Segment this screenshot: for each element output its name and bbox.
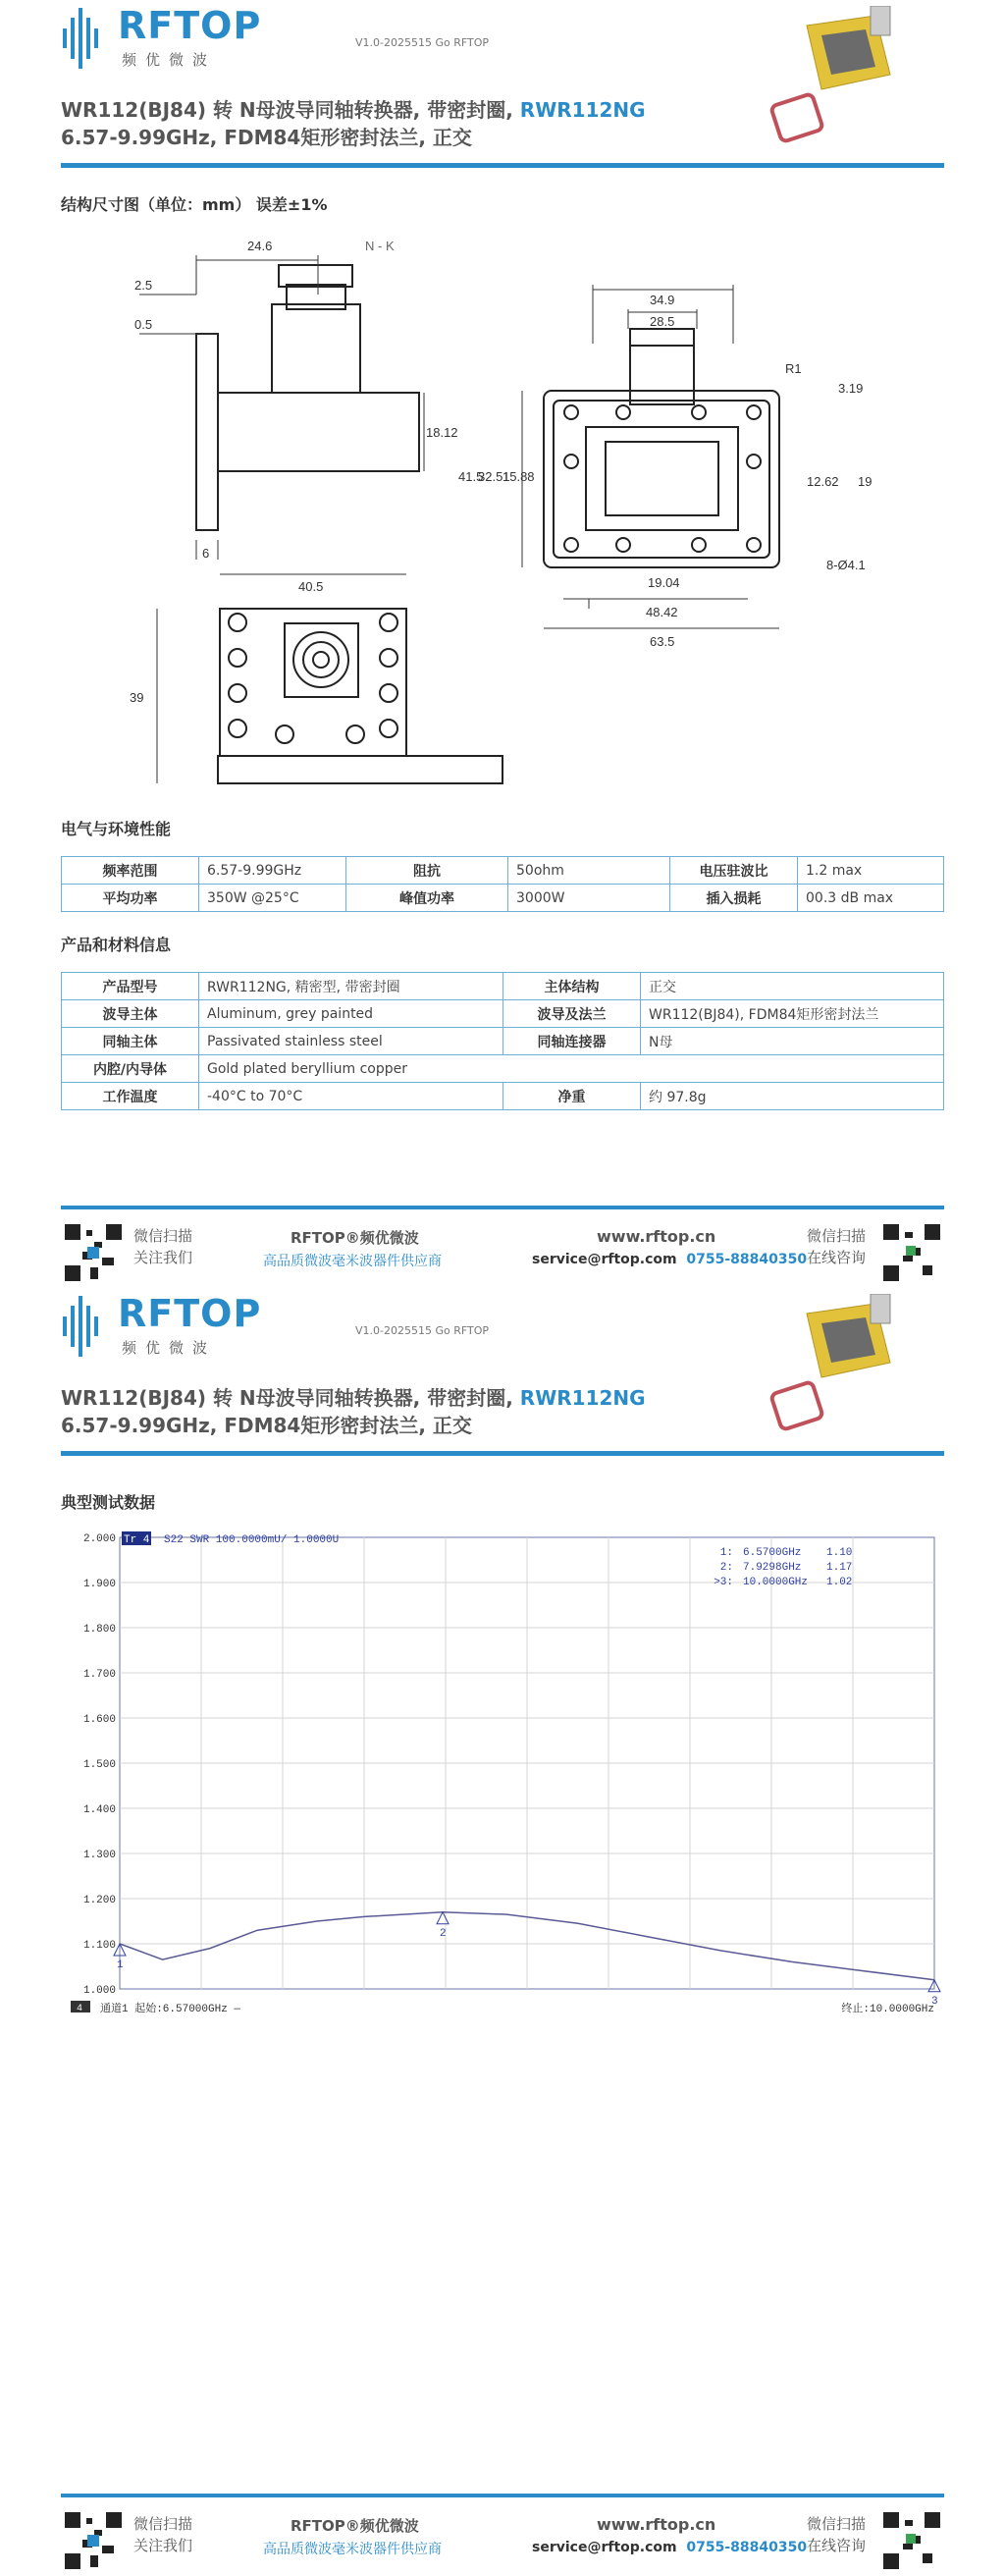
qr-code-icon [881, 2510, 942, 2571]
table-row: 同轴主体 Passivated stainless steel 同轴连接器 N母 [62, 1028, 944, 1055]
brand-logo-icon [61, 4, 120, 73]
footer-contact: service@rftop.com 0755-88840350 [532, 1252, 808, 1267]
marker-readout-value: 1.17 [826, 1562, 853, 1574]
logo-subtitle: 频优微波 [122, 1339, 217, 1357]
swr-chart [69, 1522, 952, 2032]
stop-frequency-label: 终止:10.0000GHz [841, 2004, 934, 2015]
marker-readout-value: 1.10 [826, 1547, 853, 1559]
product-title-line2: 6.57-9.99GHz, FDM84矩形密封法兰, 正交 [61, 1414, 472, 1437]
dim-34-9: 34.9 [650, 293, 675, 307]
marker-readout-freq: 10.0000GHz [743, 1577, 809, 1588]
table-row: 平均功率 350W @25°C 峰值功率 3000W 插入损耗 00.3 dB max [62, 885, 944, 912]
footer-contact: service@rftop.com 0755-88840350 [532, 2540, 808, 2555]
y-tick-label: 1.900 [82, 1579, 116, 1590]
wechat-consult-text: 微信扫描 在线咨询 [807, 2515, 867, 2554]
marker-readout-freq: 7.9298GHz [743, 1562, 802, 1574]
wechat-follow-text: 微信扫描 关注我们 [133, 1227, 193, 1266]
logo-text: RFTOP [118, 4, 262, 47]
brand-logo-icon [61, 1292, 120, 1361]
y-tick-label: 1.500 [82, 1759, 116, 1771]
dim-0-5: 0.5 [134, 317, 153, 332]
dim-3-19: 3.19 [838, 381, 864, 396]
start-frequency-label: 通道1 起始:6.57000GHz — [100, 2004, 241, 2015]
y-tick-label: 1.300 [82, 1850, 116, 1861]
material-table [61, 972, 944, 1110]
electrical-section-title: 电气与环境性能 [61, 820, 172, 838]
y-tick-label: 1.100 [82, 1940, 116, 1952]
footer-divider [61, 2494, 944, 2497]
dim-28-5: 28.5 [650, 314, 675, 329]
y-tick-label: 1.400 [82, 1804, 116, 1816]
y-tick-label: 1.000 [82, 1985, 116, 1997]
version-label: V1.0-2025515 Go RFTOP [355, 1324, 490, 1337]
product-photo-icon [767, 1294, 905, 1431]
header-divider [61, 163, 944, 168]
marker-readout-value: 1.02 [826, 1577, 853, 1588]
dim-19-04: 19.04 [648, 575, 680, 590]
footer-website[interactable]: www.rftop.cn [597, 1227, 716, 1246]
test-section-title: 典型测试数据 [61, 1493, 156, 1512]
mechanical-drawing [61, 226, 944, 805]
dim-2-5: 2.5 [134, 278, 153, 293]
product-title-line1: WR112(BJ84) 转 N母波导同轴转换器, 带密封圈, RWR112NG [61, 98, 646, 122]
y-tick-label: 2.000 [82, 1533, 116, 1545]
dim-15-88: 15.88 [502, 469, 535, 484]
trace-label: Tr 4 [124, 1534, 150, 1546]
qr-code-icon [881, 1222, 942, 1283]
drawing-section-title: 结构尺寸图（单位：mm） 误差±1% [61, 195, 328, 214]
product-model: RWR112NG [519, 98, 646, 122]
marker-readout-label: 1: [719, 1547, 733, 1559]
footer-divider [61, 1206, 944, 1209]
table-row: 工作温度 -40°C to 70°C 净重 约 97.8g [62, 1083, 944, 1110]
product-model: RWR112NG [519, 1386, 646, 1410]
table-row: 内腔/内导体 Gold plated beryllium copper [62, 1055, 944, 1083]
marker-readout-freq: 6.5700GHz [743, 1547, 802, 1559]
dim-32-51: 32.51 [478, 469, 510, 484]
y-tick-label: 1.800 [82, 1624, 116, 1636]
electrical-table [61, 856, 944, 912]
footer-brand: RFTOP®频优微波 [291, 1229, 419, 1247]
y-tick-label: 1.700 [82, 1669, 116, 1681]
footer-slogan: 高品质微波毫米波器件供应商 [263, 2542, 442, 2557]
dim-24-6: 24.6 [247, 239, 273, 253]
dim-12-62: 12.62 [807, 474, 839, 489]
marker-readout-label: 2: [719, 1562, 733, 1574]
product-title-line2: 6.57-9.99GHz, FDM84矩形密封法兰, 正交 [61, 126, 472, 149]
dim-18-12: 18.12 [426, 425, 458, 440]
footer-website[interactable]: www.rftop.cn [597, 2515, 716, 2534]
dim-6: 6 [202, 546, 210, 561]
footer-slogan: 高品质微波毫米波器件供应商 [263, 1254, 442, 1269]
dim-r1: R1 [785, 361, 802, 376]
marker-id-label: 3 [931, 1995, 938, 2008]
qr-code-icon [63, 2510, 124, 2571]
version-label: V1.0-2025515 Go RFTOP [355, 36, 490, 49]
dim-48-42: 48.42 [646, 605, 678, 619]
dim-nk: N - K [365, 239, 395, 253]
channel-number: 4 [77, 2004, 83, 2014]
product-photo-icon [767, 6, 905, 143]
marker-id-label: 2 [440, 1927, 447, 1940]
logo-text: RFTOP [118, 1292, 262, 1335]
dim-39: 39 [130, 690, 144, 705]
trace-header: S22 SWR 100.0000mU/ 1.0000U [164, 1534, 340, 1546]
header-divider [61, 1451, 944, 1456]
marker-readout-label: >3: [714, 1577, 733, 1588]
dim-19: 19 [858, 474, 873, 489]
table-row: 频率范围 6.57-9.99GHz 阻抗 50ohm 电压驻波比 1.2 max [62, 857, 944, 885]
marker-id-label: 1 [117, 1959, 124, 1971]
wechat-follow-text: 微信扫描 关注我们 [133, 2515, 193, 2554]
material-section-title: 产品和材料信息 [61, 936, 172, 954]
wechat-consult-text: 微信扫描 在线咨询 [807, 1227, 867, 1266]
y-tick-label: 1.200 [82, 1895, 116, 1906]
dim-41-5: 41.5 [458, 469, 484, 484]
dim-40-5: 40.5 [298, 579, 324, 594]
dim-8-hole: 8-Ø4.1 [826, 558, 866, 572]
logo-subtitle: 频优微波 [122, 51, 217, 69]
y-tick-label: 1.600 [82, 1714, 116, 1726]
qr-code-icon [63, 1222, 124, 1283]
table-row: 波导主体 Aluminum, grey painted 波导及法兰 WR112(BJ84), FDM84矩形密封法兰 [62, 1000, 944, 1028]
product-title-line1: WR112(BJ84) 转 N母波导同轴转换器, 带密封圈, RWR112NG [61, 1386, 646, 1410]
table-row: 产品型号 RWR112NG, 精密型, 带密封圈 主体结构 正交 [62, 973, 944, 1000]
dim-63-5: 63.5 [650, 634, 675, 649]
footer-brand: RFTOP®频优微波 [291, 2517, 419, 2535]
